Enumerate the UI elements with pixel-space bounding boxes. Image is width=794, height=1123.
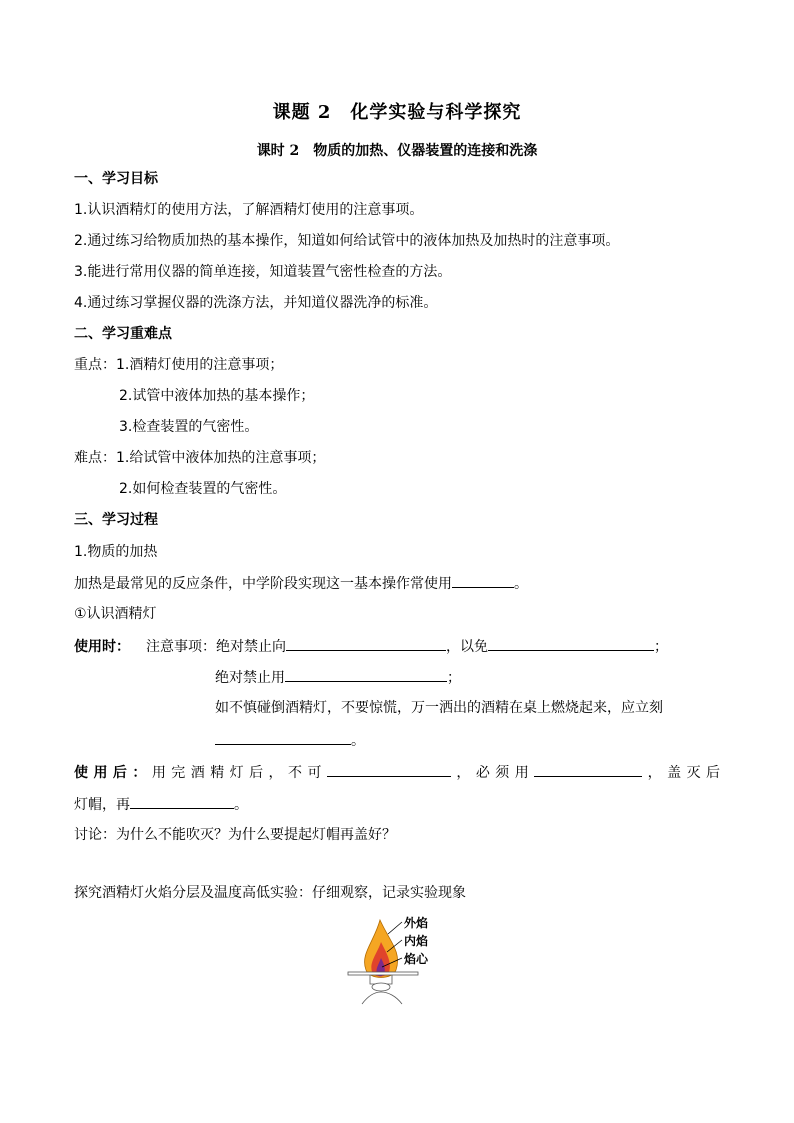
key-item: 2.试管中液体加热的基本操作； <box>119 388 315 404</box>
fill-blank[interactable] <box>285 667 447 682</box>
notice-end: ； <box>654 639 668 655</box>
subheading-alcohol-lamp: ①认识酒精灯 <box>74 606 157 622</box>
intro-text: 加热是最常见的反应条件，中学阶段实现这一基本操作常使用 <box>74 576 452 592</box>
ban-row <box>215 667 461 688</box>
section-heading-process: 三、学习过程 <box>74 512 158 528</box>
fill-blank[interactable] <box>130 794 234 809</box>
discussion-text: 讨论：为什么不能吹灭？为什么要提起灯帽再盖好？ <box>74 827 396 843</box>
after-text: 灯帽，再 <box>74 797 130 813</box>
explore-text: 探究酒精灯火焰分层及温度高低实验：仔细观察，记录实验现象 <box>74 885 466 901</box>
fill-blank[interactable] <box>488 636 654 651</box>
notice-text: 注意事项：绝对禁止向 <box>146 639 286 655</box>
page-subtitle: 课时 2 物质的加热、仪器装置的连接和洗涤 <box>256 143 538 159</box>
section-heading-key-points: 二、学习重难点 <box>74 326 172 342</box>
objective-item: 2.通过练习给物质加热的基本操作，知道如何给试管中的液体加热及加热时的注意事项。 <box>74 233 620 249</box>
flame-icon <box>340 912 450 1012</box>
ban-end: ； <box>447 670 461 686</box>
fill-blank[interactable] <box>286 636 446 651</box>
after-use-row <box>74 762 720 783</box>
difficult-points-row <box>74 448 325 468</box>
intro-end: 。 <box>514 576 528 592</box>
difficult-label: 难点： <box>74 450 116 466</box>
use-notice-row <box>74 636 668 657</box>
key-item: 3.检查装置的气密性。 <box>119 419 259 435</box>
difficult-item: 2.如何检查装置的气密性。 <box>119 481 287 497</box>
after-text: ，必须用 <box>450 765 535 781</box>
objective-item: 4.通过练习掌握仪器的洗涤方法，并知道仪器洗净的标准。 <box>74 295 438 311</box>
inner-flame-label: 内焰 <box>404 934 429 948</box>
use-label: 使用时： <box>74 639 130 655</box>
key-item: 1.酒精灯使用的注意事项； <box>116 357 284 373</box>
page-title: 课题 2 化学实验与科学探究 <box>272 102 522 123</box>
fill-blank[interactable] <box>534 762 642 777</box>
objective-item: 3.能进行常用仪器的简单连接，知道装置气密性检查的方法。 <box>74 264 452 280</box>
key-label: 重点： <box>74 357 116 373</box>
after-end: 。 <box>234 797 248 813</box>
intro-row <box>74 573 528 594</box>
notice-text: ，以免 <box>446 639 488 655</box>
difficult-item: 1.给试管中液体加热的注意事项； <box>116 450 326 466</box>
alcohol-lamp-flame-figure <box>340 912 450 1012</box>
outer-flame-label: 外焰 <box>404 916 429 930</box>
ban-text: 绝对禁止用 <box>215 670 285 686</box>
after-label: 使用后： <box>74 765 152 781</box>
section-heading-objectives: 一、学习目标 <box>74 171 158 187</box>
spill-end: 。 <box>351 733 365 749</box>
after-use-row-2 <box>74 794 248 815</box>
after-text: 用完酒精灯后，不可 <box>151 765 327 781</box>
after-text: ，盖灭后 <box>642 765 721 781</box>
spill-row <box>215 730 365 751</box>
fill-blank[interactable] <box>215 730 351 745</box>
fill-blank[interactable] <box>327 762 451 777</box>
fill-blank[interactable] <box>452 573 514 588</box>
subheading-heating: 1.物质的加热 <box>74 544 158 560</box>
key-points-row <box>74 355 283 375</box>
spill-text: 如不慎碰倒酒精灯，不要惊慌，万一洒出的酒精在桌上燃烧起来，应立刻 <box>215 700 663 716</box>
flame-core-label: 焰心 <box>404 952 429 966</box>
objective-item: 1.认识酒精灯的使用方法，了解酒精灯使用的注意事项。 <box>74 202 424 218</box>
